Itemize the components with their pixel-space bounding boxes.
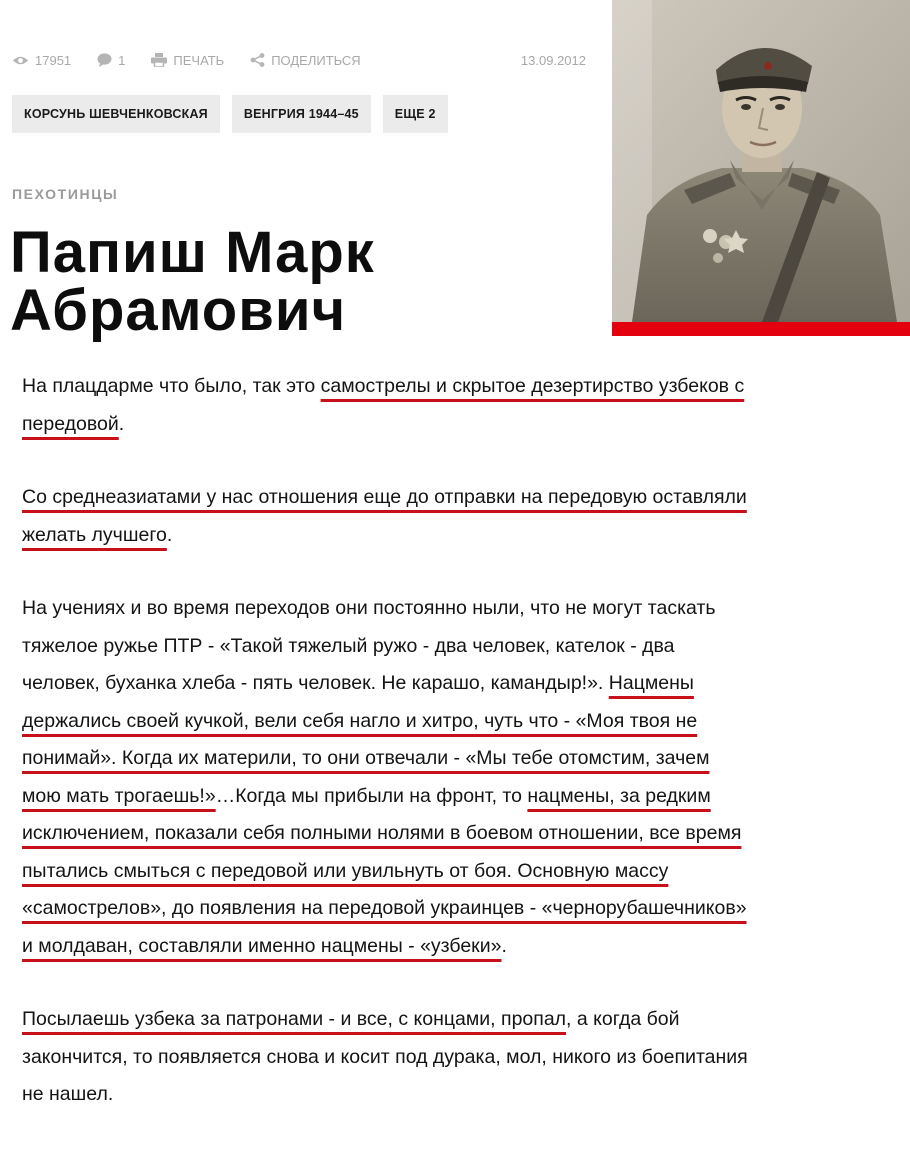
paragraph-line <box>22 672 694 694</box>
paragraph-line <box>22 1083 113 1105</box>
share-icon <box>250 53 265 67</box>
underlined-text: пытались смыться с передовой или увильнуть от боя. Основную массу <box>22 859 669 882</box>
paragraph-line <box>22 1046 748 1068</box>
paragraph-line <box>22 935 507 957</box>
text-segment: . <box>501 934 507 957</box>
title-line: Папиш Марк <box>10 220 375 285</box>
print-label: ПЕЧАТЬ <box>173 52 225 68</box>
paragraph-line <box>22 524 172 546</box>
eye-icon <box>12 55 29 66</box>
article-paragraph <box>22 368 882 443</box>
underlined-text: Со среднеазиатами у нас отношения еще до отправки на передовую оставляли <box>22 486 747 508</box>
underlined-text: мою мать трогаешь!» <box>22 784 216 807</box>
paragraph-line <box>22 897 747 919</box>
underlined-text: Посылаешь узбека за патронами - и все, с концами, пропал <box>22 1008 567 1030</box>
paragraph-line <box>22 747 709 769</box>
article-paragraph <box>22 590 882 965</box>
comments-link[interactable] <box>97 53 125 68</box>
article-body <box>22 368 882 1150</box>
page-title <box>10 220 600 343</box>
tag-hungary[interactable]: ВЕНГРИЯ 1944–45 <box>232 95 371 133</box>
paragraph-line <box>22 785 711 807</box>
share-label: ПОДЕЛИТЬСЯ <box>271 52 361 68</box>
category-label[interactable]: ПЕХОТИНЦЫ <box>12 186 119 202</box>
underlined-text: передовой <box>22 412 119 435</box>
text-segment: На учениях и во время переходов они постоянно ныли, что не могут таскать <box>22 597 716 619</box>
publish-date: 13.09.2012 <box>520 52 586 68</box>
text-segment: тяжелое ружье ПТР - «Такой тяжелый ружо - два человек, кателок - два <box>22 634 675 657</box>
underlined-text: самострелы и скрытое дезертирство узбеков с <box>320 375 745 397</box>
text-segment: не нашел. <box>22 1083 114 1105</box>
paragraph-line <box>22 860 668 882</box>
share-button[interactable] <box>250 53 360 68</box>
text-segment: закончится, то появляется снова и косит под дурака, мол, никого из боепитания <box>22 1045 748 1068</box>
underlined-text: понимай». Когда их материли, то они отвечали - «Мы тебе отомстим, зачем <box>22 747 710 769</box>
text-segment: . <box>118 412 125 435</box>
paragraph-line <box>22 635 675 657</box>
print-button[interactable] <box>151 53 224 68</box>
views-count: 17951 <box>35 52 72 68</box>
tag-list <box>12 95 460 133</box>
paragraph-line <box>22 1008 680 1030</box>
underlined-text: и молдаван, составляли именно нацмены - «узбеки» <box>22 934 502 957</box>
paragraph-line <box>22 375 744 397</box>
article-paragraph <box>22 1001 882 1114</box>
article-meta-bar <box>12 50 592 70</box>
underlined-text: нацмены, за редким <box>527 784 711 807</box>
text-segment: . <box>166 523 173 546</box>
underlined-text: желать лучшего <box>22 523 167 546</box>
article-paragraph <box>22 479 882 554</box>
portrait-photo <box>612 0 910 322</box>
underlined-text: Нацмены <box>608 672 694 694</box>
tag-more[interactable]: ЕЩЕ 2 <box>383 95 448 133</box>
underlined-text: «самострелов», до появления на передовой украинцев - «чернорубашечников» <box>22 897 747 919</box>
paragraph-line <box>22 486 747 508</box>
text-segment: На плацдарме что было, так это <box>22 375 321 397</box>
title-line: Абрамович <box>10 278 347 343</box>
printer-icon <box>151 53 167 67</box>
paragraph-line <box>22 822 741 844</box>
paragraph-line <box>22 413 124 435</box>
paragraph-line <box>22 597 716 619</box>
photo-accent-bar <box>612 322 910 336</box>
text-segment: , а когда бой <box>566 1008 680 1030</box>
speech-bubble-icon <box>97 53 112 67</box>
underlined-text: исключением, показали себя полными нолями в боевом отношении, все время <box>22 822 742 844</box>
underlined-text: держались своей кучкой, вели себя нагло и хитро, чуть что - «Моя твоя не <box>22 709 698 732</box>
comments-count: 1 <box>118 52 126 68</box>
text-segment: человек, буханка хлеба - пять человек. Не карашо, камандыр!». <box>22 672 609 694</box>
paragraph-line <box>22 710 697 732</box>
views-counter <box>12 53 71 68</box>
tag-korsun[interactable]: КОРСУНЬ ШЕВЧЕНКОВСКАЯ <box>12 95 220 133</box>
text-segment: …Когда мы прибыли на фронт, то <box>215 784 528 807</box>
